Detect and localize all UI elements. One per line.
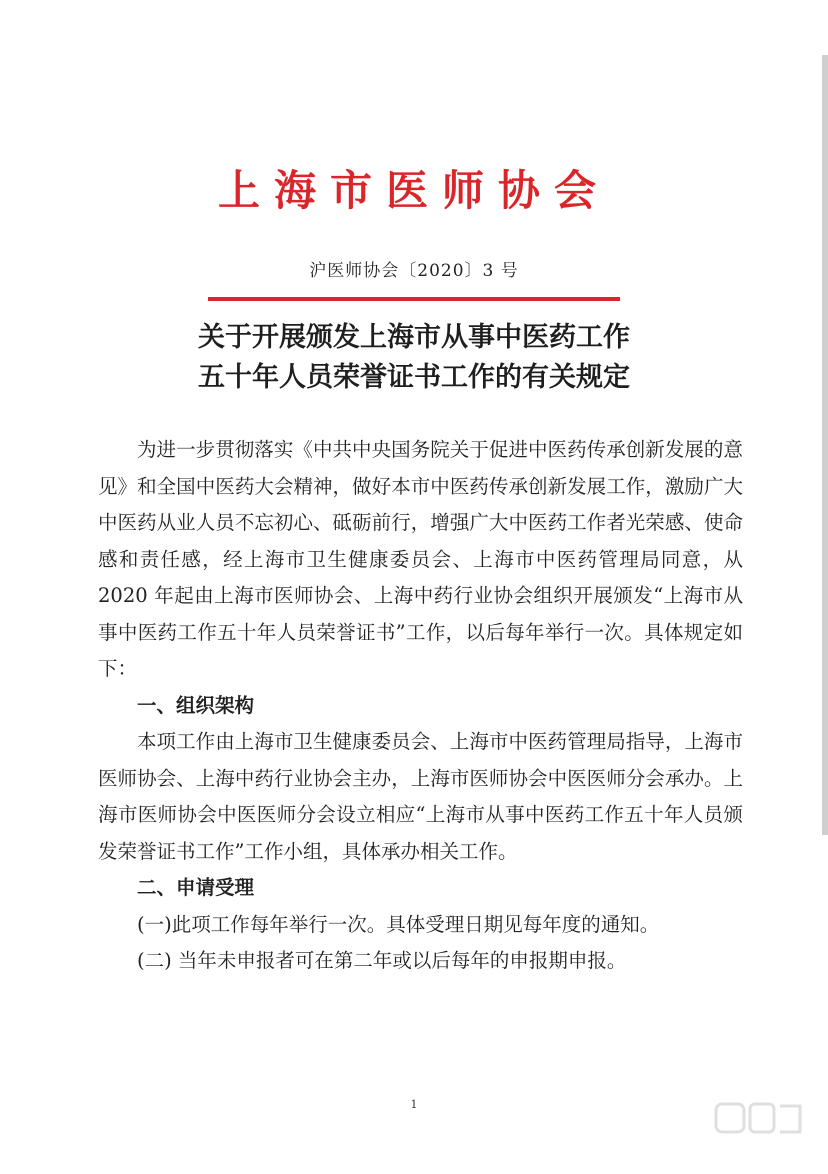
document-number: 沪医师协会〔2020〕3 号 (309, 261, 519, 281)
intro-paragraph: 为进一步贯彻落实《中共中央国务院关于促进中医药传承创新发展的意见》和全国中医药大会精神，做好本市中医药传承创新发展工作，激励广大中医药从业人员不忘初心、砥砺前行，增强广大中医药工作者光荣感、使命感和责任感，经上海市卫生健康委员会、上海市中医药管理局同意，从 2020 年起由上海市医师协会、上海中药行业协会组织开展颁发“上海市从事中医药工作五十年人员荣誉证书”工作，以后每年举行一次。具体规定如下： (98, 438, 743, 680)
section-2-item-1: (一)此项工作每年举行一次。具体受理日期见每年度的通知。 (137, 912, 660, 936)
watermark-icon (714, 1098, 804, 1140)
document-body (98, 432, 743, 980)
org-name-header: 上海市医师协会 (217, 166, 610, 215)
document-title (0, 318, 828, 398)
section-1-heading: 一、组织架构 (137, 693, 255, 717)
page-number: 1 (410, 1098, 418, 1111)
title-line-1: 关于开展颁发上海市从事中医药工作 (198, 322, 630, 353)
section-2-item-2: (二) 当年未申报者可在第二年或以后每年的申报期申报。 (137, 949, 627, 972)
red-divider (208, 297, 620, 301)
section-1-paragraph: 本项工作由上海市卫生健康委员会、上海市中医药管理局指导，上海市医师协会、上海中药行业协会主办，上海市医师协会中医医师分会承办。上海市医师协会中医医师分会设立相应“上海市从事中医药工作五十年人员颁发荣誉证书工作”工作小组，具体承办相关工作。 (98, 730, 743, 863)
section-2-heading: 二、申请受理 (137, 876, 255, 899)
title-line-2: 五十年人员荣誉证书工作的有关规定 (198, 362, 630, 393)
